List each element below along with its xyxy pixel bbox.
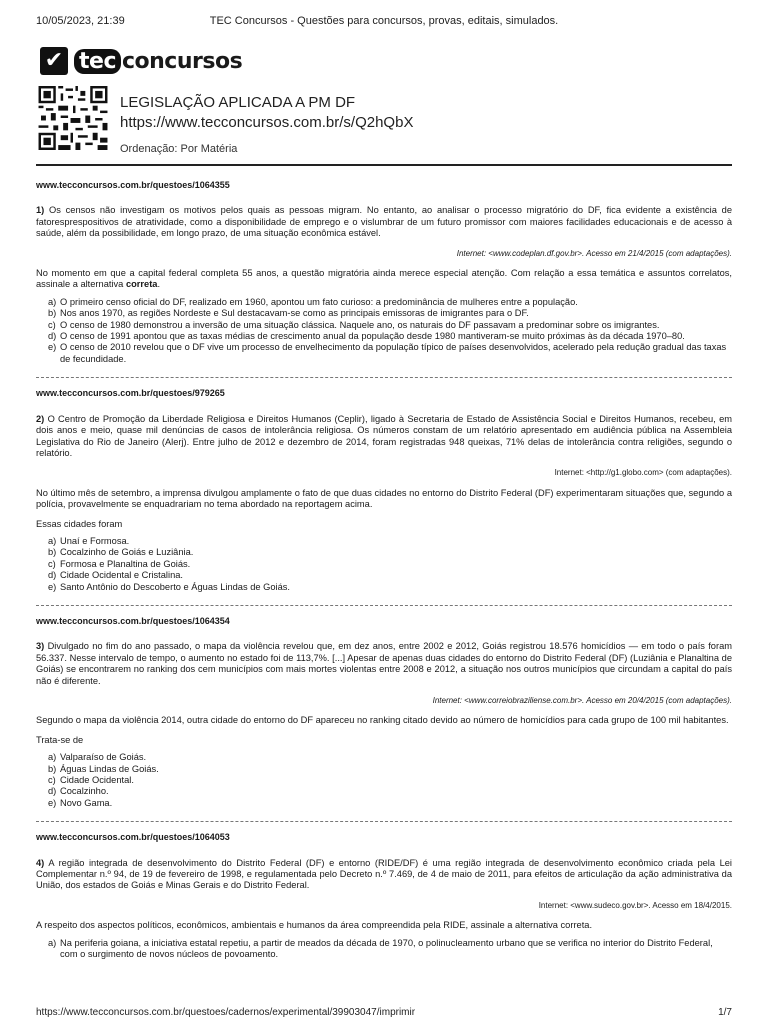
alternative-text: Novo Gama. bbox=[60, 797, 113, 808]
question-intro: Trata-se de bbox=[36, 734, 84, 745]
alternative-a[interactable] bbox=[48, 752, 732, 763]
alternative-letter: e) bbox=[48, 797, 57, 808]
question-number: 4) bbox=[36, 857, 45, 868]
question-source: Internet: <www.sudeco.gov.br>. Acesso em 18/4/2015. bbox=[538, 900, 732, 910]
question-body: Divulgado no fim do ano passado, o mapa da violência revelou que, em dez anos, entre 2002 e 2012, Goiás registrou 18.576 homicídios — em todo o país foram 56.337. Nesse intervalo de tempo, o aumento no estado foi de 113,7%. [...] Apesar de apenas duas cidades do entorno do Distrito Federal (DF) (Luziânia e Planaltina de Goiás) se encontrarem no ranking dos cem municípios com mais mortes violentas entre 2008 e 2012, a situação nos outros municípios que circundam a capital do país não é diferente. bbox=[36, 641, 732, 686]
question-prompt bbox=[36, 268, 732, 291]
prompt-end: . bbox=[157, 279, 161, 290]
alternative-text: Cidade Ocidental e Cristalina. bbox=[60, 570, 183, 581]
alternative-c[interactable] bbox=[48, 320, 732, 331]
alternative-letter: a) bbox=[48, 296, 57, 307]
subject-title: LEGISLAÇÃO APLICADA A PM DF bbox=[120, 94, 356, 111]
question-number: 3) bbox=[36, 641, 45, 652]
prompt-text: No momento em que a capital federal completa 55 anos, a questão migratória ainda merece especial atenção. Com relação a essa temática e assuntos correlatos, assinale a alternativa bbox=[36, 268, 732, 290]
alternative-c[interactable] bbox=[48, 775, 732, 786]
question-url[interactable]: www.tecconcursos.com.br/questoes/1064354 bbox=[36, 615, 230, 626]
alternative-letter: a) bbox=[48, 535, 57, 546]
alternative-text: Cocalzinho de Goiás e Luziânia. bbox=[60, 547, 194, 558]
question-number: 2) bbox=[36, 413, 45, 424]
alternative-text: Valparaíso de Goiás. bbox=[60, 752, 147, 763]
alternative-b[interactable] bbox=[48, 764, 732, 775]
alternative-e[interactable] bbox=[48, 582, 732, 593]
question-4 bbox=[36, 832, 732, 960]
alternatives-list bbox=[48, 536, 732, 593]
question-prompt: No último mês de setembro, a imprensa divulgou amplamente o fato de que duas cidades no entorno do Distrito Federal (DF) experimentaram situações que, segundo a polícia, provavelmente se enquadrariam no tema abordado na reportagem acima. bbox=[36, 487, 732, 510]
brand-name bbox=[74, 49, 242, 74]
alternative-letter: c) bbox=[48, 319, 56, 330]
question-number: 1) bbox=[36, 205, 45, 216]
alternative-e[interactable] bbox=[48, 798, 732, 809]
alternative-letter: b) bbox=[48, 308, 57, 319]
alternative-letter: d) bbox=[48, 331, 57, 342]
brand-tec: tec bbox=[74, 49, 121, 74]
ordering-label: Ordenação: Por Matéria bbox=[120, 143, 238, 155]
alternative-letter: d) bbox=[48, 786, 57, 797]
alternative-d[interactable] bbox=[48, 331, 732, 342]
header-divider bbox=[36, 164, 732, 166]
alternative-text: O censo de 1991 apontou que as taxas médias de crescimento anual da população desde 1980 mantiveram-se muito próximas às da década 1970–80. bbox=[60, 331, 685, 342]
alternatives-list bbox=[48, 938, 732, 961]
brand-concursos: concursos bbox=[121, 48, 243, 74]
question-intro: Essas cidades foram bbox=[36, 518, 123, 529]
alternative-text: Formosa e Planaltina de Goiás. bbox=[60, 558, 191, 569]
question-source: Internet: <www.codeplan.df.gov.br>. Acesso em 21/4/2015 (com adaptações). bbox=[456, 248, 732, 258]
alternative-letter: d) bbox=[48, 570, 57, 581]
question-separator bbox=[36, 377, 732, 378]
alternative-text: O censo de 2010 revelou que o DF vive um processo de envelhecimento da população típico de países desenvolvidos, acelerado pela redução gradual das taxas de fecundidade. bbox=[60, 342, 727, 364]
share-link[interactable]: https://www.tecconcursos.com.br/s/Q2hQbX bbox=[120, 114, 414, 131]
print-title: TEC Concursos - Questões para concursos, provas, editais, simulados. bbox=[209, 15, 559, 27]
alternative-b[interactable] bbox=[48, 308, 732, 319]
alternatives-list bbox=[48, 297, 732, 365]
alternative-letter: a) bbox=[48, 937, 57, 948]
alternative-a[interactable] bbox=[48, 297, 732, 308]
alternative-text: Na periferia goiana, a iniciativa estatal repetiu, a partir de meados da década de 1970, o polinucleamento urbano que se verifica no interior do Distrito Federal, com o surgimento de novos núcleos de povoamento. bbox=[60, 937, 713, 960]
alternative-text: O censo de 1980 demonstrou a inversão de uma situação clássica. Naquele ano, os naturais do DF passavam a predominar sobre os imigrantes. bbox=[60, 319, 660, 330]
alternative-letter: b) bbox=[48, 763, 57, 774]
alternative-letter: a) bbox=[48, 752, 57, 763]
question-url[interactable]: www.tecconcursos.com.br/questoes/979265 bbox=[36, 388, 225, 399]
question-url[interactable]: www.tecconcursos.com.br/questoes/1064355 bbox=[36, 180, 230, 190]
alternatives-list bbox=[48, 752, 732, 809]
question-source: Internet: <www.correiobraziliense.com.br>. Acesso em 20/4/2015 (com adaptações). bbox=[432, 696, 732, 705]
question-3 bbox=[36, 616, 732, 822]
question-url[interactable]: www.tecconcursos.com.br/questoes/1064053 bbox=[36, 832, 230, 843]
page-number: 1/7 bbox=[718, 1007, 732, 1018]
question-body: O Centro de Promoção da Liberdade Religiosa e Direitos Humanos (Ceplir), ligado à Secretaria de Estado de Assistência Social e Direitos Humanos, recebeu, em dois anos e meio, quase mil denúncias de casos de intolerância religiosa. Os números constam de um relatório apresentado em audiência pública na Assembleia Legislativa do Rio de Janeiro (Alerj). Entre julho de 2012 e dezembro de 2014, foram registradas 948 queixas, 71% delas de intolerância contra religiões, segundo o relatório. bbox=[36, 413, 732, 458]
question-prompt: Segundo o mapa da violência 2014, outra cidade do entorno do DF apareceu no ranking citado devido ao número de homicídios para cada grupo de 100 mil habitantes. bbox=[36, 715, 729, 726]
print-date: 10/05/2023, 21:39 bbox=[36, 15, 125, 27]
alternative-letter: e) bbox=[48, 581, 57, 592]
question-text bbox=[36, 414, 732, 460]
question-text bbox=[36, 858, 732, 892]
alternative-letter: e) bbox=[48, 342, 57, 353]
alternative-text: Santo Antônio do Descoberto e Águas Lindas de Goiás. bbox=[60, 581, 290, 592]
questions-list bbox=[36, 172, 732, 961]
alternative-c[interactable] bbox=[48, 559, 732, 570]
question-source: Internet: <http://g1.globo.com> (com adaptações). bbox=[554, 468, 732, 478]
question-separator bbox=[36, 605, 732, 606]
alternative-d[interactable] bbox=[48, 570, 732, 581]
prompt-emphasis: correta bbox=[125, 279, 158, 290]
alternative-text: O primeiro censo oficial do DF, realizado em 1960, apontou um fato curioso: a predominância de mulheres entre a população. bbox=[60, 296, 578, 307]
alternative-text: Nos anos 1970, as regiões Nordeste e Sul destacavam-se como as principais emissoras de imigrantes para o DF. bbox=[60, 308, 529, 319]
alternative-letter: c) bbox=[48, 558, 56, 569]
alternative-letter: c) bbox=[48, 775, 56, 786]
alternative-text: Cocalzinho. bbox=[60, 786, 109, 797]
alternative-e[interactable] bbox=[48, 342, 732, 365]
alternative-a[interactable] bbox=[48, 536, 732, 547]
tec-logo[interactable] bbox=[40, 44, 242, 78]
question-prompt: A respeito dos aspectos políticos, econômicos, ambientais e humanos da área compreendida pela RIDE, assinale a alternativa correta. bbox=[36, 920, 593, 931]
footer-url: https://www.tecconcursos.com.br/questoes/cadernos/experimental/39903047/imprimir bbox=[36, 1007, 416, 1018]
alternative-text: Águas Lindas de Goiás. bbox=[60, 763, 159, 774]
question-body: A região integrada de desenvolvimento do Distrito Federal (DF) e entorno (RIDE/DF) é uma região integrada de desenvolvimento econômico criada pela Lei Complementar n.º 94, de 19 de fevereiro de 1998, e regulamentada pelo Decreto n.º 7.469, de 4 de maio de 2011, para efeitos de articulação da ação administrativa da União, dos estados de Goiás e Minas Gerais e do Distrito Federal. bbox=[36, 857, 733, 891]
question-body: Os censos não investigam os motivos pelos quais as pessoas migram. No entanto, ao analisar o processo migratório do DF, fica evidente a existência de fatoresprespositivos de atratividade, como a disponibilidade de emprego e o vislumbrar de um futuro promissor com maiores facilidades educacionais e de acesso à saúde, além da possibilidade, em longo prazo, de uma situação econômica estável. bbox=[36, 205, 732, 239]
alternative-text: Cidade Ocidental. bbox=[60, 775, 134, 786]
checkmark-icon: ✔ bbox=[40, 47, 68, 75]
alternative-a[interactable] bbox=[48, 938, 732, 961]
question-2 bbox=[36, 388, 732, 606]
document-header bbox=[120, 94, 413, 155]
question-1 bbox=[36, 180, 732, 378]
question-separator bbox=[36, 821, 732, 822]
alternative-d[interactable] bbox=[48, 786, 732, 797]
question-text bbox=[36, 205, 732, 239]
alternative-letter: b) bbox=[48, 547, 57, 558]
alternative-text: Unaí e Formosa. bbox=[60, 535, 130, 546]
qr-code-icon bbox=[38, 86, 108, 150]
alternative-b[interactable] bbox=[48, 547, 732, 558]
question-text bbox=[36, 641, 732, 687]
